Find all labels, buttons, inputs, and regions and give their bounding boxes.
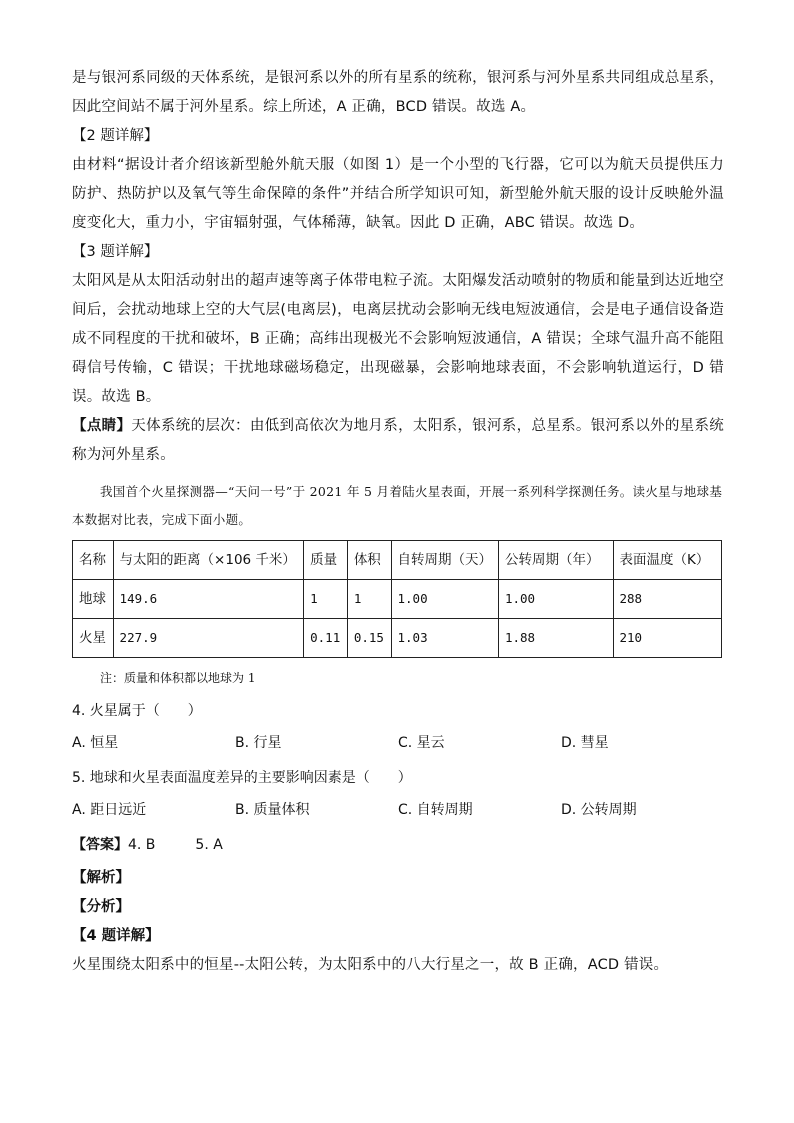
- table-cell: 1: [347, 580, 391, 619]
- answer-5: 5. A: [195, 837, 223, 853]
- table-cell: 1.00: [498, 580, 613, 619]
- analysis-heading: 【解析】: [72, 870, 130, 886]
- option-b: B. 行星: [235, 735, 282, 751]
- table-row: [73, 580, 722, 619]
- heading-q3-detail: 【3 题详解】: [72, 244, 159, 260]
- paragraph-q4-detail: 火星围绕太阳系中的恒星--太阳公转，为太阳系中的八大行星之一，故 B 正确，ACD 错误。: [72, 957, 669, 973]
- answer-line: [72, 830, 724, 860]
- table-cell: 1.88: [498, 619, 613, 658]
- paragraph-q2-detail: 由材料“据设计者介绍该新型舱外航天服（如图 1）是一个小型的飞行器，它可以为航天员提供压力防护、热防护以及氧气等生命保障的条件”并结合所学知识可知，新型舱外航天服的设计反映舱外温度变化大，重力小，宇宙辐射强，气体稀薄，缺氧。因此 D 正确，ABC 错误。故选 D。: [72, 157, 724, 231]
- option-c: C. 自转周期: [398, 802, 473, 818]
- paragraph-q3-detail: 太阳风是从太阳活动射出的超声速等离子体带电粒子流。太阳爆发活动喷射的物质和能量到达近地空间后，会扰动地球上空的大气层(电离层)，电离层扰动会影响无线电短波通信，会是电子通信设备造成不同程度的干扰和破坏，B 正确；高纬出现极光不会影响短波通信，A 错误；全球气温升高不能阻碍信号传输，C 错误；干扰地球磁场稳定，出现磁暴，会影响地球表面，不会影响轨道运行，D 错误。故选 B。: [72, 273, 724, 405]
- table-header-row: [73, 541, 722, 580]
- table-header-cell: 表面温度（K）: [613, 541, 722, 580]
- tip-paragraph: [72, 412, 724, 470]
- table-header-cell: 与太阳的距离（×106 千米）: [113, 541, 304, 580]
- option-d: D. 公转周期: [561, 802, 637, 818]
- table-cell: 1.03: [391, 619, 498, 658]
- table-cell: 0.11: [304, 619, 348, 658]
- table-cell: 210: [613, 619, 722, 658]
- table-header-cell: 自转周期（天）: [391, 541, 498, 580]
- table-cell: 火星: [73, 619, 114, 658]
- question-5-options: [72, 795, 724, 826]
- heading-q2-detail: 【2 题详解】: [72, 128, 159, 144]
- option-d: D. 彗星: [561, 735, 609, 751]
- heading-q4-detail: 【4 题详解】: [72, 928, 160, 944]
- analysis-subheading: 【分析】: [72, 899, 130, 915]
- option-c: C. 星云: [398, 735, 445, 751]
- mars-earth-table: [72, 540, 722, 658]
- tip-label: 【点睛】: [72, 418, 132, 434]
- question-4-options: [72, 728, 724, 759]
- material-intro: 我国首个火星探测器—“天问一号”于 2021 年 5 月着陆火星表面，开展一系列科学探测任务。读火星与地球基本数据对比表，完成下面小题。: [72, 484, 723, 527]
- option-a: A. 恒星: [72, 735, 119, 751]
- document-page: [72, 64, 724, 980]
- question-5-stem: 5. 地球和火星表面温度差异的主要影响因素是（ ）: [72, 770, 412, 786]
- table-header-cell: 体积: [347, 541, 391, 580]
- table-cell: 288: [613, 580, 722, 619]
- table-cell: 1.00: [391, 580, 498, 619]
- table-cell: 0.15: [347, 619, 391, 658]
- option-a: A. 距日远近: [72, 802, 147, 818]
- table-cell: 地球: [73, 580, 114, 619]
- table-note: 注：质量和体积都以地球为 1: [100, 671, 256, 685]
- table-row: [73, 619, 722, 658]
- question-4-stem: 4. 火星属于（ ）: [72, 703, 202, 719]
- paragraph-q1-tail: 是与银河系同级的天体系统，是银河系以外的所有星系的统称，银河系与河外星系共同组成总星系，因此空间站不属于河外星系。综上所述，A 正确，BCD 错误。故选 A。: [72, 70, 724, 115]
- answer-label: 【答案】: [72, 837, 128, 853]
- table-cell: 227.9: [113, 619, 304, 658]
- tip-text: 天体系统的层次：由低到高依次为地月系，太阳系，银河系，总星系。银河系以外的星系统称为河外星系。: [72, 418, 724, 463]
- table-cell: 149.6: [113, 580, 304, 619]
- table-cell: 1: [304, 580, 348, 619]
- table-header-cell: 质量: [304, 541, 348, 580]
- table-header-cell: 名称: [73, 541, 114, 580]
- answer-4: 4. B: [128, 837, 156, 853]
- table-header-cell: 公转周期（年）: [498, 541, 613, 580]
- option-b: B. 质量体积: [235, 802, 310, 818]
